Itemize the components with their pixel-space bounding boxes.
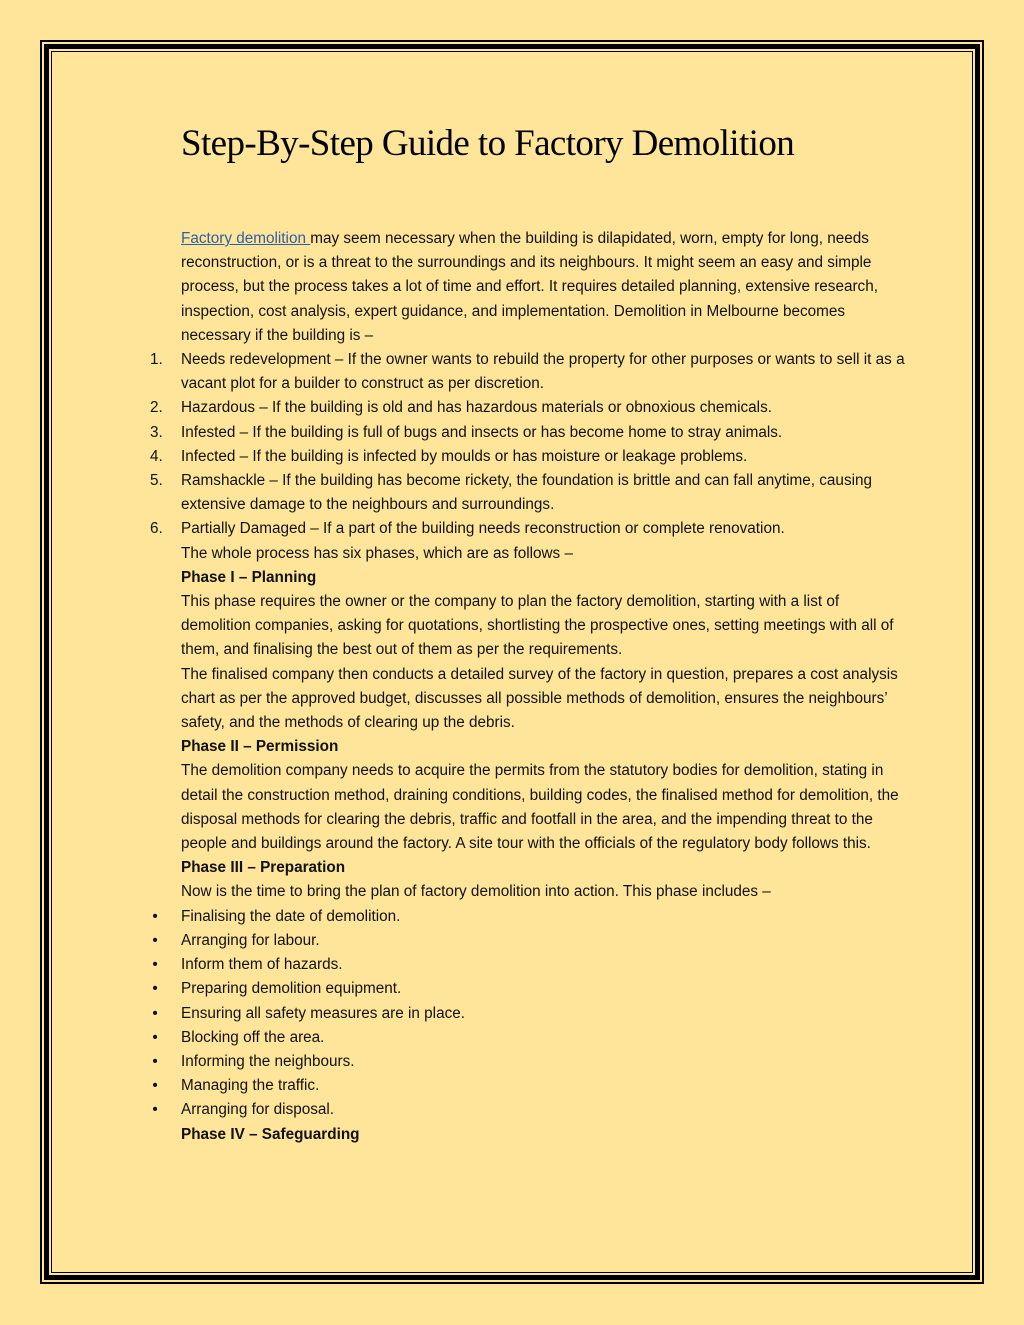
bullet-icon: • bbox=[152, 956, 158, 974]
list-item bbox=[152, 905, 905, 929]
list-item bbox=[150, 517, 905, 541]
list-number: 4. bbox=[150, 447, 163, 465]
intro-paragraph bbox=[181, 227, 905, 348]
reasons-list bbox=[150, 348, 905, 542]
phase-1-paragraph-1: This phase requires the owner or the company to plan the factory demolition, starting with a list of demolition companies, asking for quotations, shortlisting the prospective ones, setting meetings with all of them, and finalising the best out of them as per the requirements. bbox=[181, 593, 894, 659]
list-number: 6. bbox=[150, 520, 163, 538]
list-item bbox=[150, 348, 905, 396]
list-item-text: Needs redevelopment – If the owner wants to rebuild the property for other purposes or wants to sell it as a vacant plot for a builder to construct as per discretion. bbox=[181, 351, 905, 393]
list-item bbox=[152, 1050, 905, 1074]
list-item bbox=[152, 1074, 905, 1098]
list-number: 2. bbox=[150, 399, 163, 417]
list-number: 5. bbox=[150, 472, 163, 490]
phase-2-paragraph: The demolition company needs to acquire the permits from the statutory bodies for demolition, stating in detail the construction method, draining conditions, building codes, the finalised method for demolition, the disposal methods for clearing the debris, traffic and footfall in the area, and the impending threat to the people and buildings around the factory. A site tour with the officials of the regulatory body follows this. bbox=[181, 762, 899, 853]
list-item bbox=[152, 953, 905, 977]
list-item-text: Hazardous – If the building is old and has hazardous materials or obnoxious chemicals. bbox=[181, 399, 772, 417]
list-item bbox=[150, 445, 905, 469]
preparation-bullet-list bbox=[152, 905, 905, 1123]
list-item bbox=[152, 1002, 905, 1026]
factory-demolition-link[interactable]: Factory demolition bbox=[181, 230, 311, 247]
intro-text: may seem necessary when the building is dilapidated, worn, empty for long, needs reconstruction, or is a threat to the surroundings and its neighbours. It might seem an easy and simple process, but the process takes a lot of time and effort. It requires detailed planning, extensive research, inspection, cost analysis, expert guidance, and implementation. Demolition in Melbourne becomes necessary if the building is – bbox=[181, 230, 878, 344]
list-item bbox=[152, 1098, 905, 1122]
phase-4-heading: Phase IV – Safeguarding bbox=[181, 1125, 360, 1143]
list-item bbox=[150, 421, 905, 445]
list-number: 1. bbox=[150, 351, 163, 369]
phase-2-heading: Phase II – Permission bbox=[181, 738, 339, 756]
list-item bbox=[150, 396, 905, 420]
phase-1-heading: Phase I – Planning bbox=[181, 568, 317, 586]
list-item-text: Blocking off the area. bbox=[181, 1028, 325, 1046]
list-item-text: Arranging for labour. bbox=[181, 931, 320, 949]
list-number: 3. bbox=[150, 423, 163, 441]
list-item-text: Managing the traffic. bbox=[181, 1077, 320, 1095]
bullet-icon: • bbox=[152, 1052, 158, 1070]
bullet-icon: • bbox=[152, 1004, 158, 1022]
bullet-icon: • bbox=[152, 980, 158, 998]
phase-1-paragraph-2: The finalised company then conducts a detailed survey of the factory in question, prepares a cost analysis chart as per the approved budget, discusses all possible methods of demolition, ensures the neighbours’ safety, and the methods of clearing up the debris. bbox=[181, 665, 898, 732]
list-item-text: Ensuring all safety measures are in place. bbox=[181, 1004, 465, 1022]
list-item-text: Informing the neighbours. bbox=[181, 1052, 355, 1070]
list-item-text: Inform them of hazards. bbox=[181, 956, 343, 974]
bullet-icon: • bbox=[152, 1101, 158, 1119]
list-item-text: Infested – If the building is full of bugs and insects or has become home to stray animals. bbox=[181, 423, 783, 441]
list-item-text: Preparing demolition equipment. bbox=[181, 980, 402, 998]
bullet-icon: • bbox=[152, 1028, 158, 1046]
list-item bbox=[152, 1026, 905, 1050]
list-item-text: Infected – If the building is infected by moulds or has moisture or leakage problems. bbox=[181, 447, 748, 465]
list-item bbox=[152, 929, 905, 953]
bullet-icon: • bbox=[152, 931, 158, 949]
page-title: Step-By-Step Guide to Factory Demolition bbox=[181, 123, 795, 164]
list-item-text: Arranging for disposal. bbox=[181, 1101, 335, 1119]
phase-3-heading: Phase III – Preparation bbox=[181, 859, 346, 877]
document-body bbox=[150, 227, 905, 1147]
phases-intro: The whole process has six phases, which are as follows – bbox=[181, 544, 573, 562]
bullet-icon: • bbox=[152, 1077, 158, 1095]
list-item bbox=[150, 469, 905, 517]
list-item-text: Ramshackle – If the building has become rickety, the foundation is brittle and can fall anytime, causing extensive damage to the neighbours and surroundings. bbox=[181, 472, 873, 514]
phase-3-paragraph: Now is the time to bring the plan of factory demolition into action. This phase includes – bbox=[181, 883, 771, 901]
list-item-text: Finalising the date of demolition. bbox=[181, 907, 401, 925]
list-item-text: Partially Damaged – If a part of the building needs reconstruction or complete renovation. bbox=[181, 520, 785, 538]
bullet-icon: • bbox=[152, 907, 158, 925]
list-item bbox=[152, 977, 905, 1001]
